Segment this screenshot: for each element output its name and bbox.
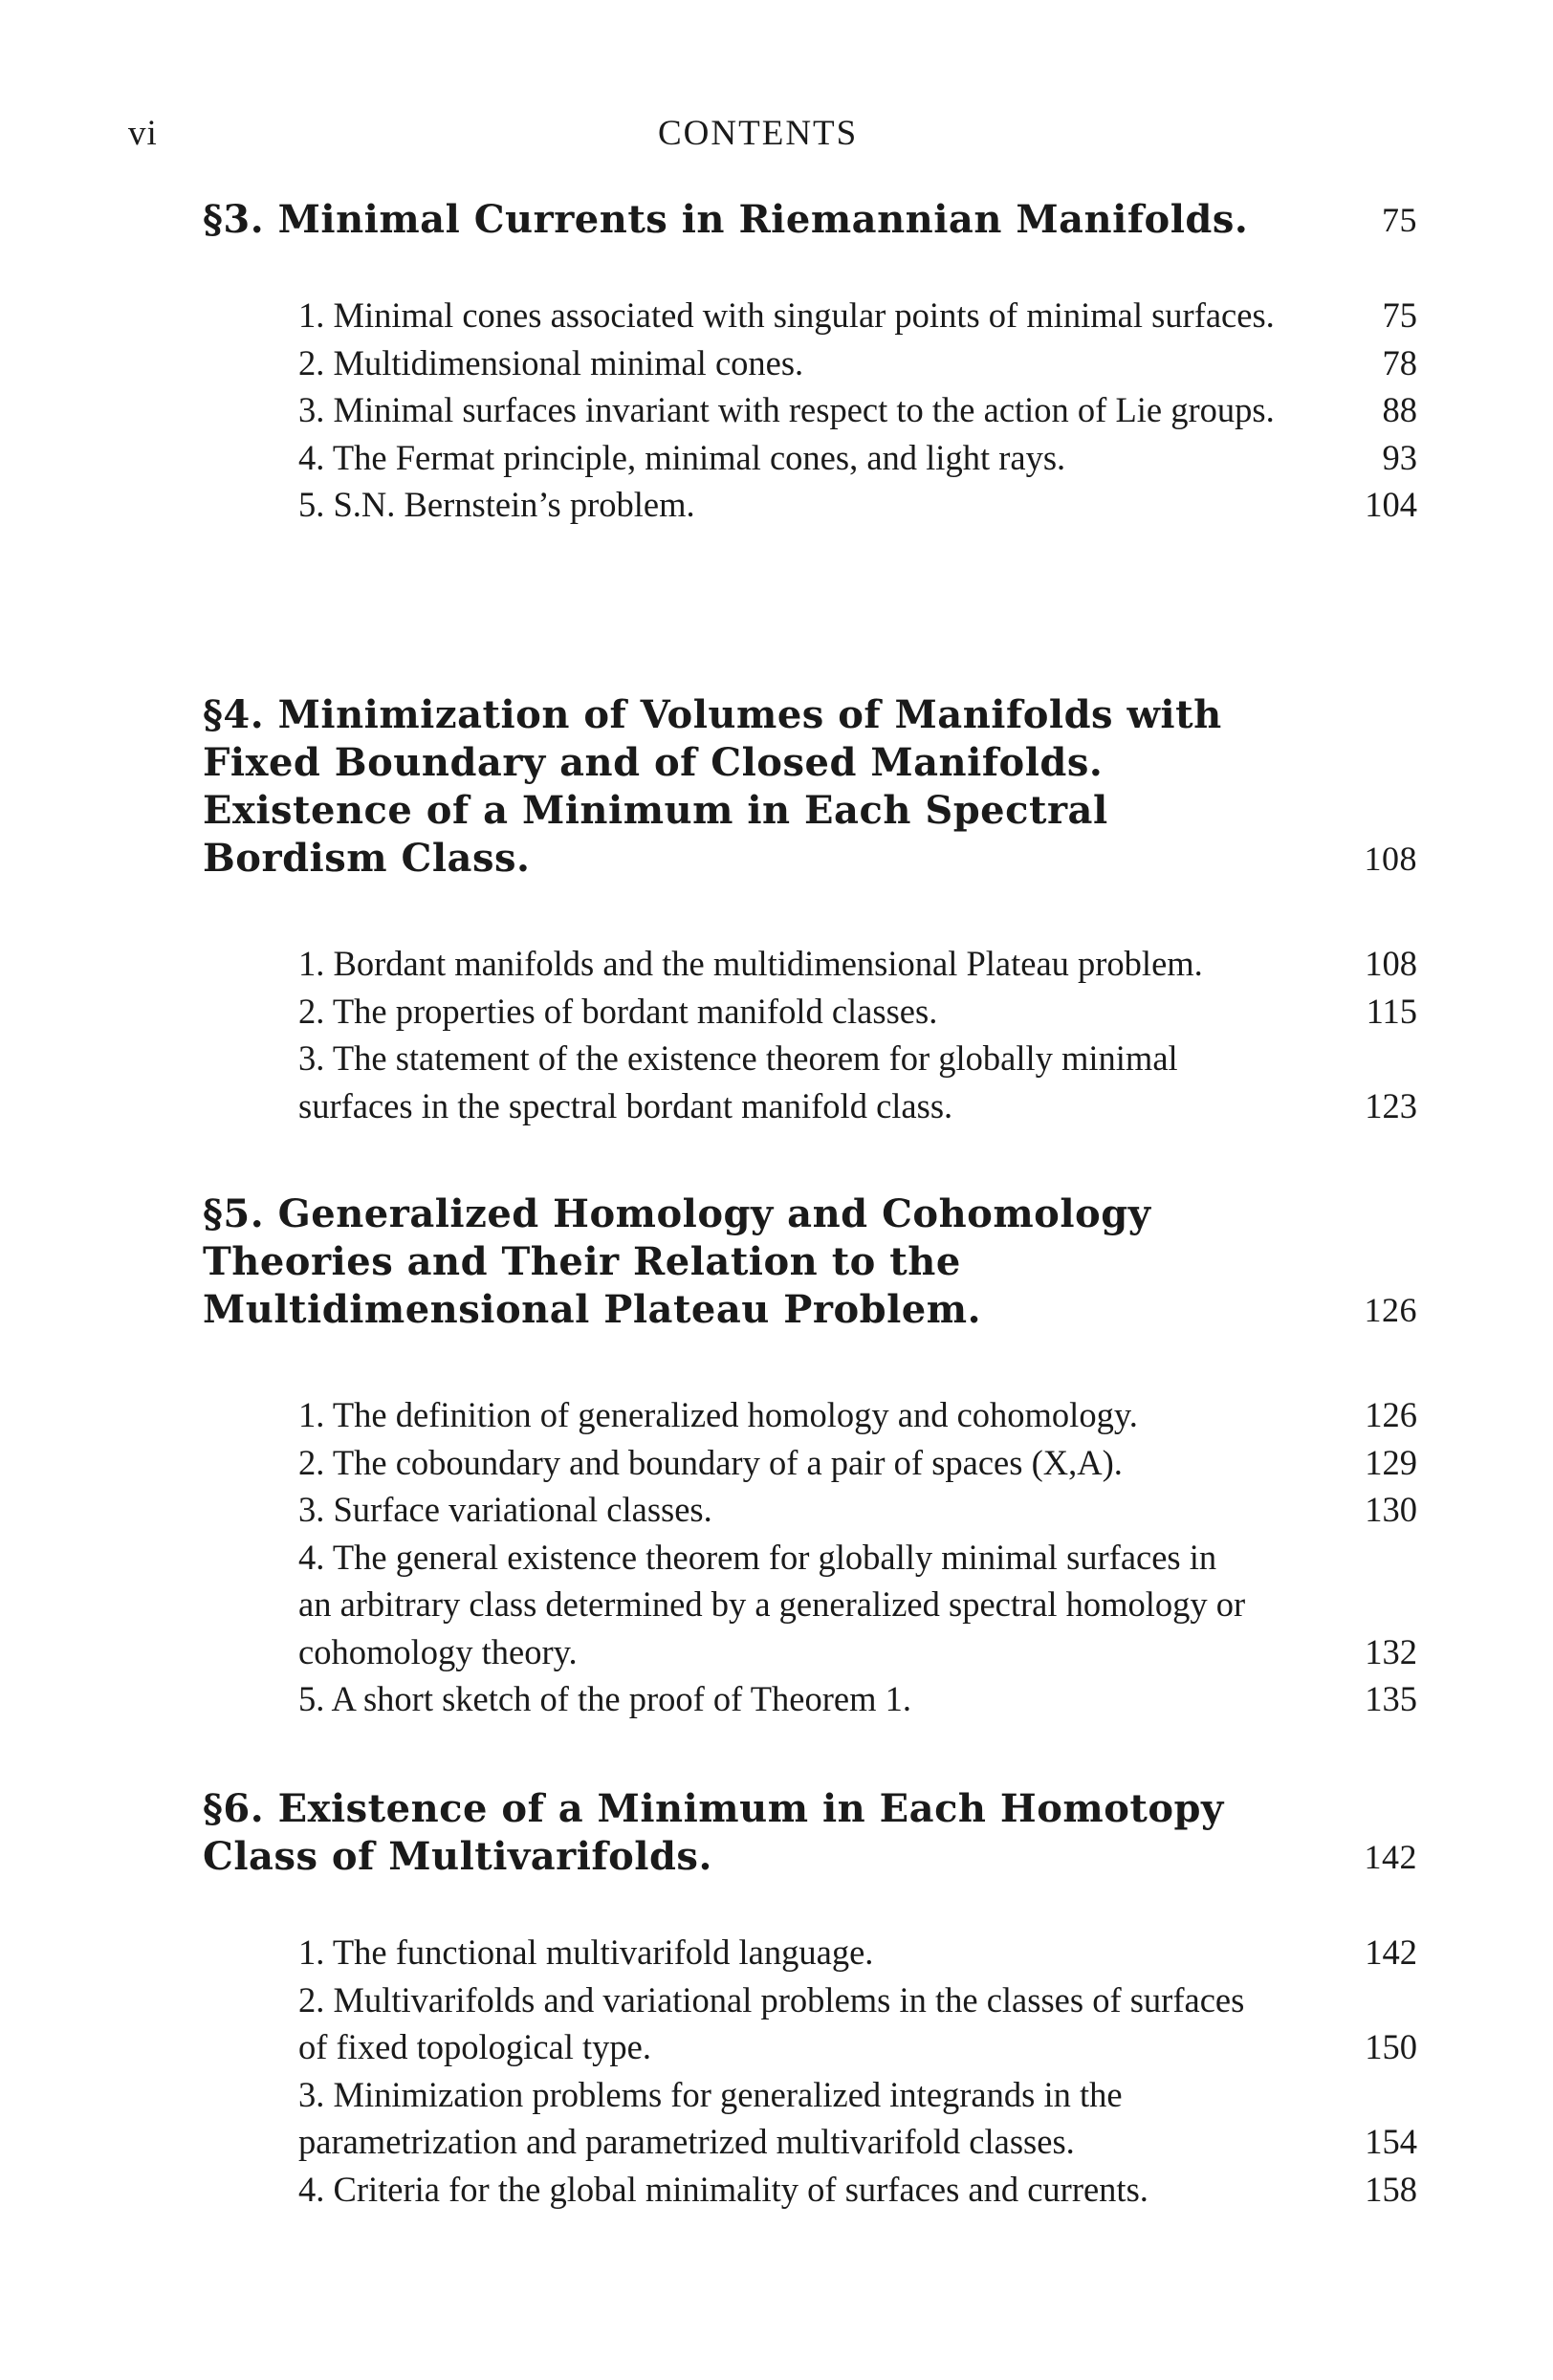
section-title: §4. Minimization of Volumes of Manifolds with Fixed Boundary and of Closed Manifolds. Existence of a Minimum in Each Spectral Bordism Class. <box>203 692 1222 881</box>
toc-entry <box>298 940 1417 988</box>
toc-entry <box>298 481 1417 529</box>
page-header <box>0 113 1553 161</box>
toc-entry-page-number: 123 <box>1365 1085 1417 1125</box>
toc-entry <box>298 2071 1417 2166</box>
toc-entry-text: 4. Criteria for the global minimality of surfaces and currents. <box>298 2169 1148 2209</box>
toc-entry-text: 3. The statement of the existence theorem for globally minimal surfaces in the spectral bordant manifold class. <box>298 1038 1178 1125</box>
section-page-number: 75 <box>1382 201 1417 239</box>
toc-entry-text: 2. Multidimensional minimal cones. <box>298 342 804 382</box>
toc-entry-page-number: 126 <box>1365 1395 1417 1434</box>
toc-section-5 <box>203 1190 1417 1723</box>
toc-entry-page-number: 150 <box>1365 2027 1417 2066</box>
toc-entry <box>298 988 1417 1036</box>
section-heading <box>203 1785 1417 1881</box>
running-head: CONTENTS <box>658 114 859 153</box>
toc-entry-page-number: 75 <box>1382 295 1417 335</box>
toc-entry-text: 5. S.N. Bernstein’s problem. <box>298 485 695 524</box>
toc-entry <box>298 1486 1417 1534</box>
toc-entry-text: 3. Surface variational classes. <box>298 1490 712 1529</box>
toc-entry <box>298 1675 1417 1723</box>
toc-entry-page-number: 130 <box>1365 1490 1417 1529</box>
toc-entry-page-number: 158 <box>1365 2169 1417 2209</box>
toc-entry <box>298 434 1417 482</box>
toc-entry-page-number: 135 <box>1365 1679 1417 1718</box>
toc-entry <box>298 1534 1417 1676</box>
toc-entry <box>298 1439 1417 1487</box>
toc-section-3 <box>203 196 1417 529</box>
section-page-number: 108 <box>1364 840 1417 878</box>
toc-entry-page-number: 132 <box>1365 1631 1417 1671</box>
toc-entry-list <box>298 940 1417 1129</box>
toc-entry-text: 1. Minimal cones associated with singular points of minimal surfaces. <box>298 295 1275 335</box>
toc-entry-page-number: 115 <box>1366 991 1417 1031</box>
toc-entry-text: 2. The properties of bordant manifold classes. <box>298 991 938 1031</box>
toc-section-4 <box>203 691 1417 1129</box>
section-title: §3. Minimal Currents in Riemannian Manifolds. <box>203 197 1249 242</box>
toc-entry-page-number: 129 <box>1365 1442 1417 1482</box>
toc-entry-page-number: 154 <box>1365 2122 1417 2161</box>
section-title: §6. Existence of a Minimum in Each Homotopy Class of Multivarifolds. <box>203 1786 1224 1879</box>
toc-entry-text: 1. The definition of generalized homology and cohomology. <box>298 1395 1138 1434</box>
toc-entry <box>298 339 1417 387</box>
toc-entry-list <box>298 1929 1417 2213</box>
toc-entry-text: 2. The coboundary and boundary of a pair of spaces (X,A). <box>298 1442 1123 1482</box>
toc-entry-list <box>298 292 1417 529</box>
toc-entry <box>298 1035 1417 1129</box>
toc-entry-text: 3. Minimal surfaces invariant with respect to the action of Lie groups. <box>298 390 1275 429</box>
toc-entry-list <box>298 1391 1417 1723</box>
toc-entry-page-number: 78 <box>1382 342 1417 382</box>
toc-entry-text: 5. A short sketch of the proof of Theorem 1. <box>298 1679 911 1718</box>
toc-entry <box>298 1391 1417 1439</box>
toc-entry <box>298 1929 1417 1976</box>
toc-entry <box>298 1976 1417 2071</box>
toc-entry-page-number: 142 <box>1365 1932 1417 1972</box>
section-page-number: 126 <box>1364 1291 1417 1329</box>
toc-entry-text: 4. The general existence theorem for globally minimal surfaces in an arbitrary class determined by a generalized spectral homology or cohomology theory. <box>298 1537 1246 1671</box>
toc-entry <box>298 2166 1417 2214</box>
toc-entry-page-number: 104 <box>1365 485 1417 524</box>
section-heading <box>203 196 1417 244</box>
toc-entry-text: 1. Bordant manifolds and the multidimensional Plateau problem. <box>298 944 1203 983</box>
toc-entry-text: 4. The Fermat principle, minimal cones, and light rays. <box>298 437 1066 477</box>
toc-entry-page-number: 108 <box>1365 944 1417 983</box>
toc-entry-text: 2. Multivarifolds and variational problems in the classes of surfaces of fixed topological type. <box>298 1979 1245 2066</box>
toc-entry <box>298 292 1417 339</box>
section-page-number: 142 <box>1364 1838 1417 1876</box>
toc-entry-text: 1. The functional multivarifold language. <box>298 1932 874 1972</box>
toc-entry-text: 3. Minimization problems for generalized integrands in the parametrization and parametrized multivarifold classes. <box>298 2074 1123 2161</box>
toc-entry-page-number: 88 <box>1382 390 1417 429</box>
toc-entry-page-number: 93 <box>1382 437 1417 477</box>
toc-section-6 <box>203 1785 1417 2213</box>
toc-entry <box>298 386 1417 434</box>
section-title: §5. Generalized Homology and Cohomology Theories and Their Relation to the Multidimensional Plateau Problem. <box>203 1191 1151 1332</box>
section-heading <box>203 1190 1417 1334</box>
page-folio: vi <box>128 114 158 153</box>
section-heading <box>203 691 1417 883</box>
